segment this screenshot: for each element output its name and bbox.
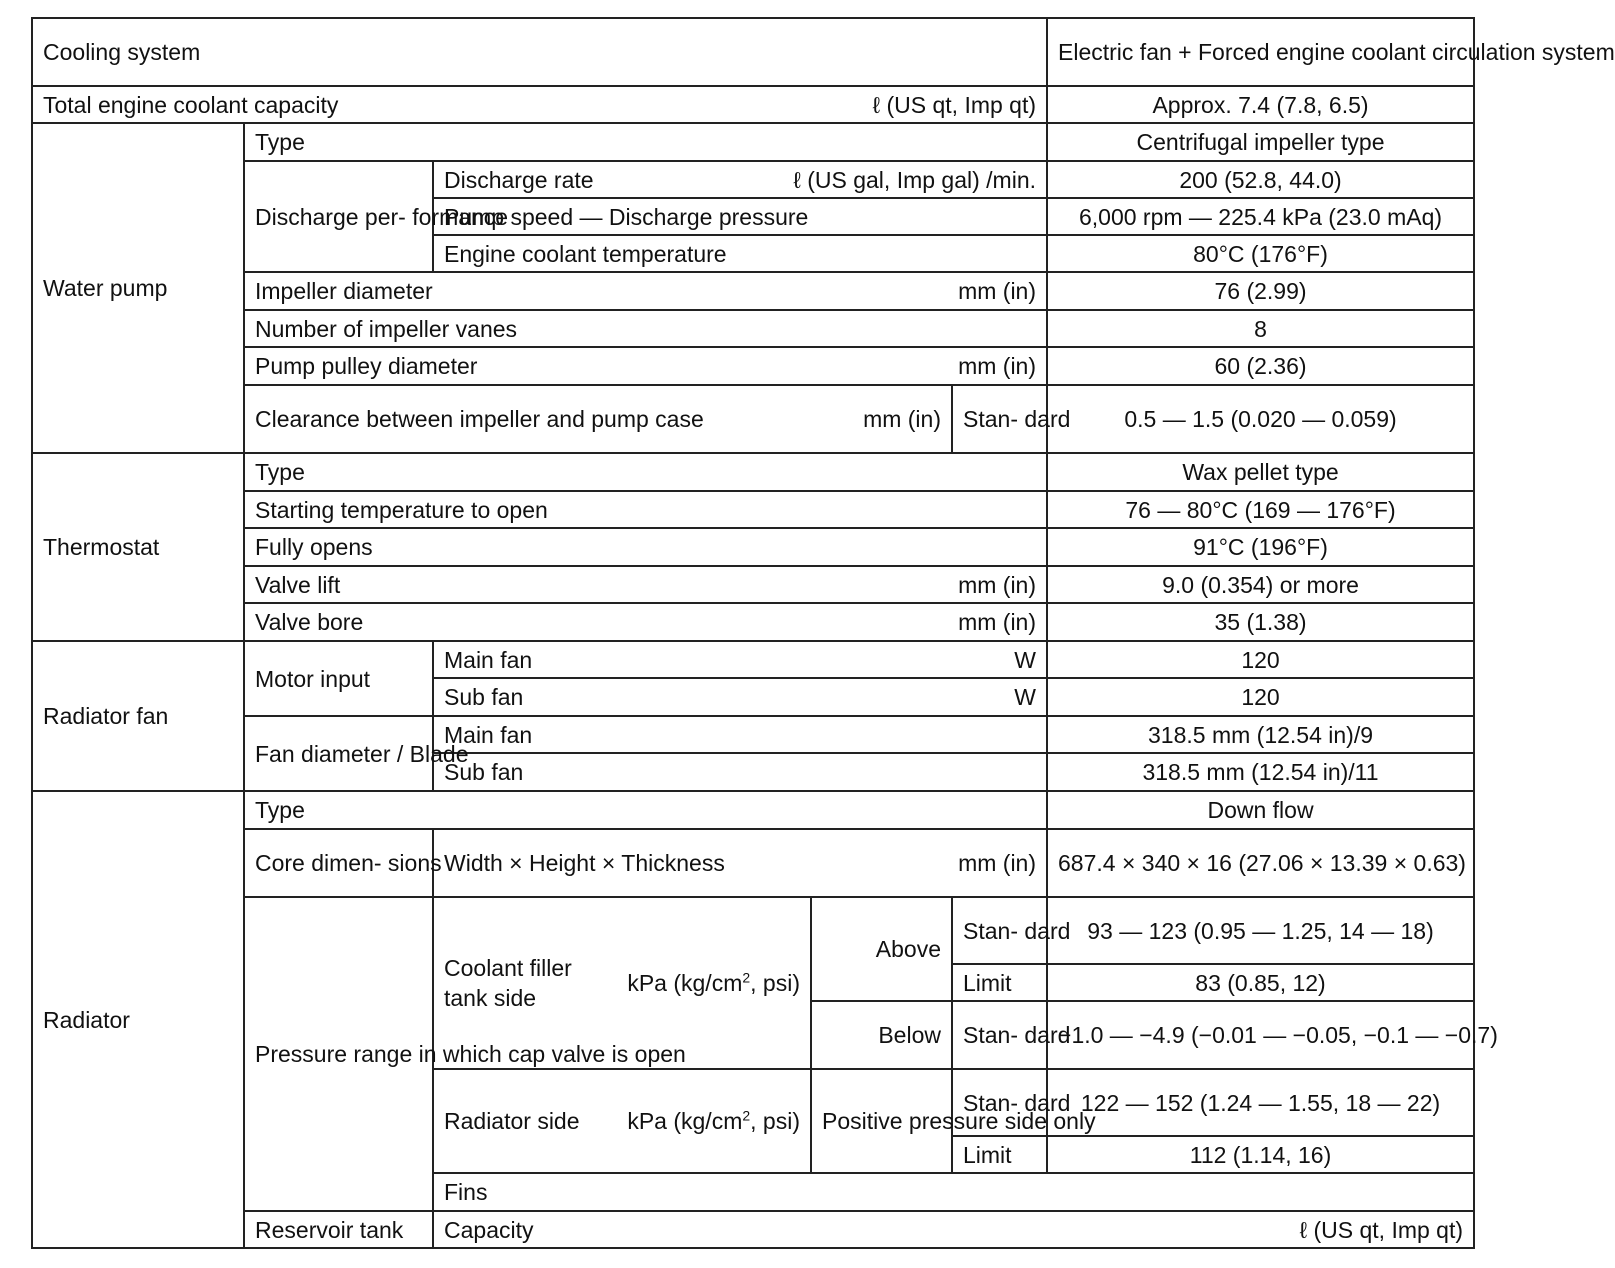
row-pulley <box>32 347 1474 385</box>
radside-unit-sup: 2 <box>742 1107 751 1124</box>
core-label: Core dimen- sions <box>244 829 433 897</box>
pulley-unit: mm (in) <box>958 353 1037 379</box>
th-type-value: Wax pellet type <box>1047 453 1474 491</box>
clearance-cell <box>244 385 952 453</box>
radiator-side-unit <box>627 1106 800 1136</box>
valve-bore-value: 35 (1.38) <box>1047 603 1474 641</box>
valve-lift-cell <box>244 566 1047 603</box>
pulley-cell <box>244 347 1047 385</box>
motor-main-value: 120 <box>1047 641 1474 678</box>
pump-speed-value: 6,000 rpm — 225.4 kPa (23.0 mAq) <box>1047 198 1474 235</box>
row-rad-type <box>32 791 1474 829</box>
fully-opens-label: Fully opens <box>244 528 1047 566</box>
valve-bore-label: Valve bore <box>255 609 364 635</box>
thermostat-label: Thermostat <box>32 453 244 641</box>
fan-diameter-label: Fan diameter / Blade <box>244 716 433 791</box>
water-pump-label: Water pump <box>32 123 244 453</box>
total-capacity-cell <box>32 86 1047 123</box>
radside-unit-pre: kPa (kg/cm <box>627 1108 743 1134</box>
fully-opens-value: 91°C (196°F) <box>1047 528 1474 566</box>
core-unit: mm (in) <box>958 850 1037 876</box>
above-standard-label: Stan- dard <box>952 897 1047 964</box>
fan-sub-value: 318.5 mm (12.54 in)/11 <box>1047 753 1474 791</box>
impeller-diameter-unit: mm (in) <box>958 278 1037 304</box>
fan-sub-label: Sub fan <box>433 753 1047 791</box>
row-impeller-diameter <box>32 272 1474 310</box>
start-temp-label: Starting temperature to open <box>244 491 1047 528</box>
core-cell <box>433 829 1047 897</box>
reservoir-capacity-cell <box>433 1211 1474 1248</box>
row-reservoir <box>32 1211 1474 1248</box>
motor-sub-cell <box>433 678 1047 716</box>
reservoir-capacity-label: Capacity <box>444 1216 534 1243</box>
row-start-temp <box>32 491 1474 528</box>
coolant-temp-value: 80°C (176°F) <box>1047 235 1474 272</box>
impeller-diameter-label: Impeller diameter <box>255 278 433 304</box>
reservoir-capacity-unit: ℓ (US qt, Imp qt) <box>1299 1216 1464 1243</box>
fan-main-value: 318.5 mm (12.54 in)/9 <box>1047 716 1474 753</box>
motor-main-unit: W <box>1014 646 1037 673</box>
row-wp-type <box>32 123 1474 161</box>
core-value: 687.4 × 340 × 16 (27.06 × 13.39 × 0.63) <box>1047 829 1474 897</box>
valve-lift-label: Valve lift <box>255 571 341 598</box>
motor-main-cell <box>433 641 1047 678</box>
vanes-value: 8 <box>1047 310 1474 347</box>
reservoir-label: Reservoir tank <box>244 1211 433 1248</box>
row-th-type <box>32 453 1474 491</box>
cooling-system-value: Electric fan + Forced engine coolant circulation system <box>1047 18 1474 86</box>
filler-unit-pre: kPa (kg/cm <box>627 970 743 996</box>
row-cooling-system <box>32 18 1474 86</box>
above-standard-value: 93 — 123 (0.95 — 1.25, 14 — 18) <box>1047 897 1474 964</box>
filler-label: Coolant filler tank side <box>444 955 572 1011</box>
discharge-rate-unit: ℓ (US gal, Imp gal) /min. <box>793 166 1037 193</box>
valve-bore-cell <box>244 603 1047 641</box>
pulley-label: Pump pulley diameter <box>255 353 478 379</box>
radside-limit-value: 112 (1.14, 16) <box>1047 1136 1474 1173</box>
row-fan-main <box>32 716 1474 753</box>
radiator-side-cell <box>433 1069 811 1173</box>
fan-main-label: Main fan <box>433 716 1047 753</box>
impeller-diameter-cell <box>244 272 1047 310</box>
pump-speed-label: Pump speed — Discharge pressure <box>433 198 1047 235</box>
below-label: Below <box>811 1001 952 1069</box>
row-valve-bore <box>32 603 1474 641</box>
radside-standard-value: 122 — 152 (1.24 — 1.55, 18 — 22) <box>1047 1069 1474 1136</box>
total-capacity-unit: ℓ (US qt, Imp qt) <box>872 91 1037 118</box>
start-temp-value: 76 — 80°C (169 — 176°F) <box>1047 491 1474 528</box>
fins-label: Fins <box>433 1173 1474 1211</box>
row-total-capacity <box>32 86 1474 123</box>
impeller-diameter-value: 76 (2.99) <box>1047 272 1474 310</box>
rad-type-label: Type <box>244 791 1047 829</box>
radiator-label: Radiator <box>32 791 244 1248</box>
above-label: Above <box>811 897 952 1001</box>
motor-sub-unit: W <box>1014 684 1037 710</box>
discharge-rate-value: 200 (52.8, 44.0) <box>1047 161 1474 198</box>
motor-main-label: Main fan <box>444 646 533 673</box>
core-sub-label: Width × Height × Thickness <box>444 850 725 876</box>
below-standard-label: Stan- dard <box>952 1001 1047 1069</box>
valve-bore-unit: mm (in) <box>958 609 1037 635</box>
clearance-qualifier: Stan- dard <box>952 385 1047 453</box>
filler-unit-sup: 2 <box>742 969 751 986</box>
clearance-unit: mm (in) <box>863 406 941 432</box>
discharge-rate-label: Discharge rate <box>444 166 594 193</box>
total-capacity-value: Approx. 7.4 (7.8, 6.5) <box>1047 86 1474 123</box>
rad-type-value: Down flow <box>1047 791 1474 829</box>
radiator-side-label: Radiator side <box>444 1108 580 1134</box>
cooling-spec-table <box>31 17 1615 1249</box>
radiator-fan-label: Radiator fan <box>32 641 244 791</box>
radside-standard-label: Stan- dard <box>952 1069 1047 1136</box>
filler-unit <box>627 968 800 998</box>
row-clearance <box>32 385 1474 453</box>
below-standard-value: −1.0 — −4.9 (−0.01 — −0.05, −0.1 — −0.7) <box>1047 1001 1474 1069</box>
motor-input-label: Motor input <box>244 641 433 716</box>
row-vanes <box>32 310 1474 347</box>
discharge-performance-label: Discharge per- formance <box>244 161 433 272</box>
above-limit-value: 83 (0.85, 12) <box>1047 964 1474 1001</box>
row-discharge-rate <box>32 161 1474 198</box>
pressure-label: Pressure range in which cap valve is open <box>244 897 433 1211</box>
above-limit-label: Limit <box>952 964 1047 1001</box>
row-fully-opens <box>32 528 1474 566</box>
row-core <box>32 829 1474 897</box>
radside-limit-label: Limit <box>952 1136 1047 1173</box>
pulley-value: 60 (2.36) <box>1047 347 1474 385</box>
radside-unit-post: , psi) <box>750 1108 800 1134</box>
coolant-temp-label: Engine coolant temperature <box>433 235 1047 272</box>
vanes-label: Number of impeller vanes <box>244 310 1047 347</box>
row-motor-main <box>32 641 1474 678</box>
valve-lift-value: 9.0 (0.354) or more <box>1047 566 1474 603</box>
wp-type-label: Type <box>244 123 1047 161</box>
row-above-standard <box>32 897 1474 964</box>
total-capacity-label: Total engine coolant capacity <box>43 91 339 118</box>
th-type-label: Type <box>244 453 1047 491</box>
row-valve-lift <box>32 566 1474 603</box>
positive-pressure-label: Positive pressure side only <box>811 1069 952 1173</box>
cooling-system-label: Cooling system <box>32 18 1047 86</box>
motor-sub-value: 120 <box>1047 678 1474 716</box>
clearance-label: Clearance between impeller and pump case <box>255 406 704 432</box>
filler-unit-post: , psi) <box>750 970 800 996</box>
discharge-rate-cell <box>433 161 1047 198</box>
valve-lift-unit: mm (in) <box>958 571 1037 598</box>
wp-type-value: Centrifugal impeller type <box>1047 123 1474 161</box>
clearance-value: 0.5 — 1.5 (0.020 — 0.059) <box>1047 385 1474 453</box>
motor-sub-label: Sub fan <box>444 684 524 710</box>
